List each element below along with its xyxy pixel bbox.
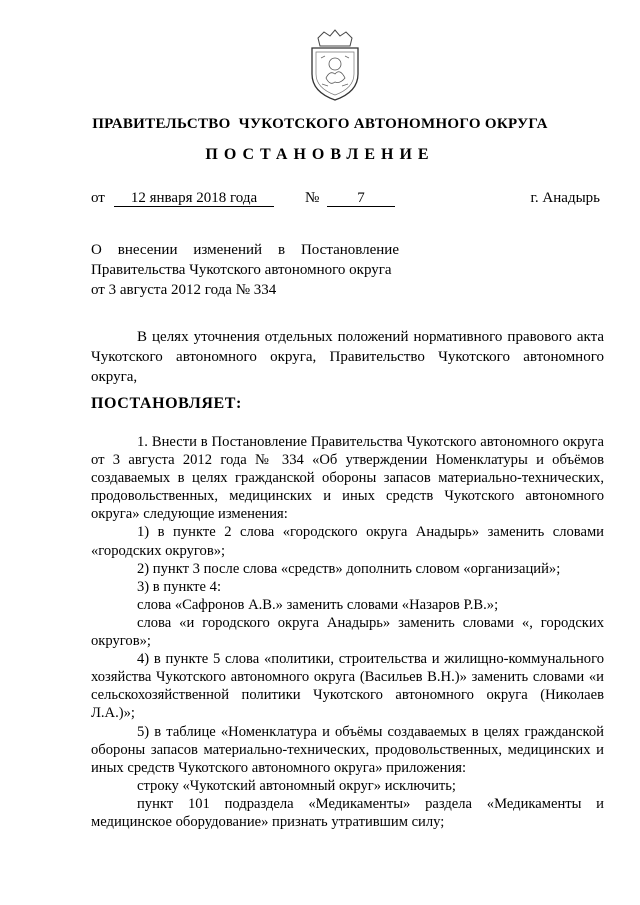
body-paragraph: строку «Чукотский автономный округ» исключить; bbox=[137, 777, 456, 794]
chukotka-coat-of-arms-icon bbox=[304, 28, 366, 104]
document-type-title: ПОСТАНОВЛЕНИЕ bbox=[205, 146, 435, 163]
body-paragraph: 5) в таблице «Номенклатура и объёмы создаваемых в целях гражданской обороны запасов материально-технических, продовольственных, медицинских и иных средств Чукотского автономного округа» приложения: bbox=[91, 723, 604, 776]
resolves-heading: ПОСТАНОВЛЯЕТ: bbox=[91, 395, 242, 412]
document-number: 7 bbox=[327, 190, 395, 207]
body-paragraph: слова «и городского округа Анадырь» заменить словами «, городских округов»; bbox=[91, 614, 604, 650]
document-city: г. Анадырь bbox=[530, 190, 600, 206]
body-paragraph: пункт 101 подраздела «Медикаменты» раздела «Медикаменты и медицинское оборудование» признать утратившим силу; bbox=[91, 795, 604, 830]
document-body bbox=[91, 433, 604, 831]
body-paragraph: 1. Внести в Постановление Правительства Чукотского автономного округа от 3 августа 2012 года № 334 «Об утверждении Номенклатуры и объёмов создаваемых в целях гражданской обороны запасов материально-технических, продовольственных, медицинских и иных средств Чукотского автономного округа» следующие изменения: bbox=[91, 434, 604, 523]
body-paragraph: 2) пункт 3 после слова «средств» дополнить словом «организаций»; bbox=[137, 560, 561, 577]
subject-line-1: О внесении изменений в Постановление bbox=[91, 242, 399, 258]
preamble-text: В целях уточнения отдельных положений нормативного правового акта Чукотского автономного округа, Правительство Чукотского автономного округа, bbox=[91, 329, 604, 385]
government-title: ПРАВИТЕЛЬСТВО ЧУКОТСКОГО АВТОНОМНОГО ОКРУГА bbox=[92, 116, 548, 132]
subject-line-3: от 3 августа 2012 года № 334 bbox=[91, 282, 277, 298]
preamble-paragraph bbox=[91, 327, 604, 387]
subject-line-2: Правительства Чукотского автономного округа bbox=[91, 262, 392, 278]
body-paragraph: 3) в пункте 4: bbox=[137, 578, 222, 595]
body-paragraph: слова «Сафронов А.В.» заменить словами «Назаров Р.В.»; bbox=[137, 596, 499, 613]
document-subject bbox=[91, 240, 399, 300]
document-date: 12 января 2018 года bbox=[114, 190, 274, 207]
body-paragraph: 1) в пункте 2 слова «городского округа Анадырь» заменить словами «городских округов»; bbox=[91, 524, 604, 559]
number-sign: № bbox=[305, 190, 320, 206]
body-paragraph: 4) в пункте 5 слова «политики, строительства и жилищно-коммунального хозяйства Чукотского автономного округа (Васильев В.Н.)» заменить словами «и сельскохозяйственной политики Чукотского автономного округа (Николаев Л.А.)»; bbox=[91, 651, 604, 722]
date-prefix: от bbox=[91, 190, 105, 206]
